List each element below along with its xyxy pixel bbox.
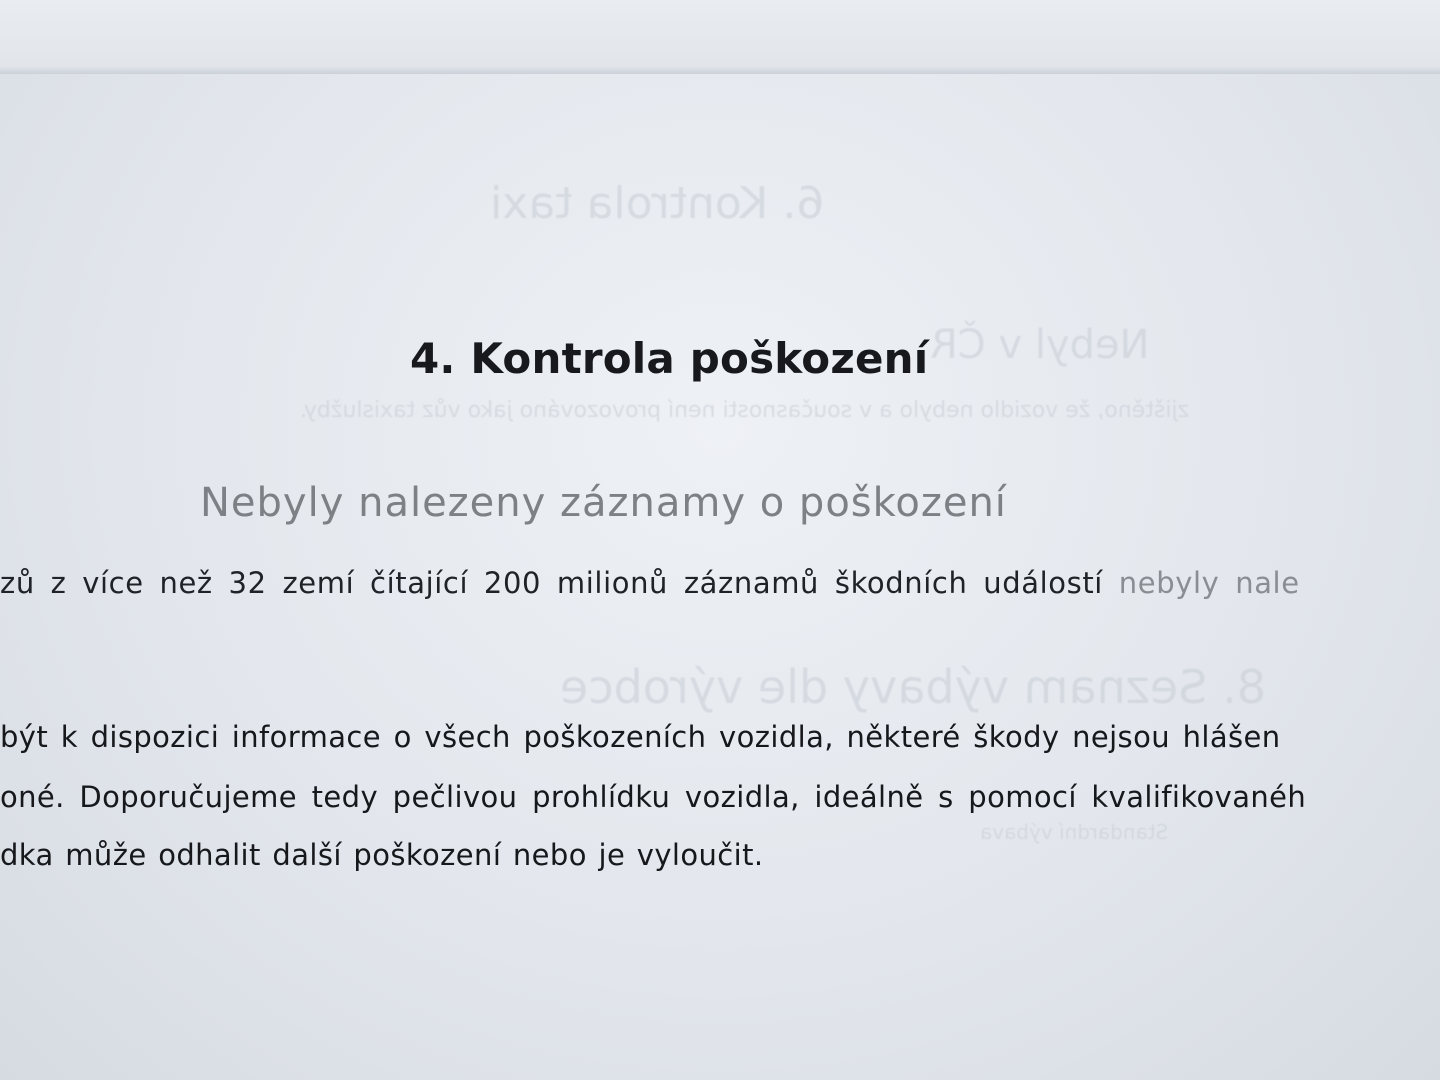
summary-text: zů z více než 32 zemí čítající 200 milionů záznamů škodních událostí	[0, 566, 1103, 600]
summary-result-text: nebyly nale	[1118, 566, 1300, 600]
show-through-text-equipment: Standardní výbava	[980, 820, 1169, 844]
section-heading: 4. Kontrola poškození	[410, 334, 929, 383]
disclaimer-line: být k dispozici informace o všech poškozeních vozidla, některé škody nejsou hlášen	[0, 720, 1281, 754]
show-through-heading-equipment: 8. Seznam výbavy dle výrobce	[560, 660, 1267, 714]
section-result-subheading: Nebyly nalezeny záznamy o poškození	[200, 480, 1007, 526]
show-through-text: zjištěno, že vozidlo nebylo a v současnosti není provozováno jako vůz taxislužby.	[300, 398, 1190, 423]
show-through-subheading: Nebyl v ČR	[930, 322, 1150, 368]
disclaimer-line: oné. Doporučujeme tedy pečlivou prohlídku vozidla, ideálně s pomocí kvalifikovanéh	[0, 780, 1307, 814]
database-summary-sentence	[0, 566, 1440, 600]
show-through-heading: 6. Kontrola taxi	[490, 178, 825, 229]
next-page-edge	[0, 0, 1440, 76]
disclaimer-line: dka může odhalit další poškození nebo je vyloučit.	[0, 838, 764, 872]
